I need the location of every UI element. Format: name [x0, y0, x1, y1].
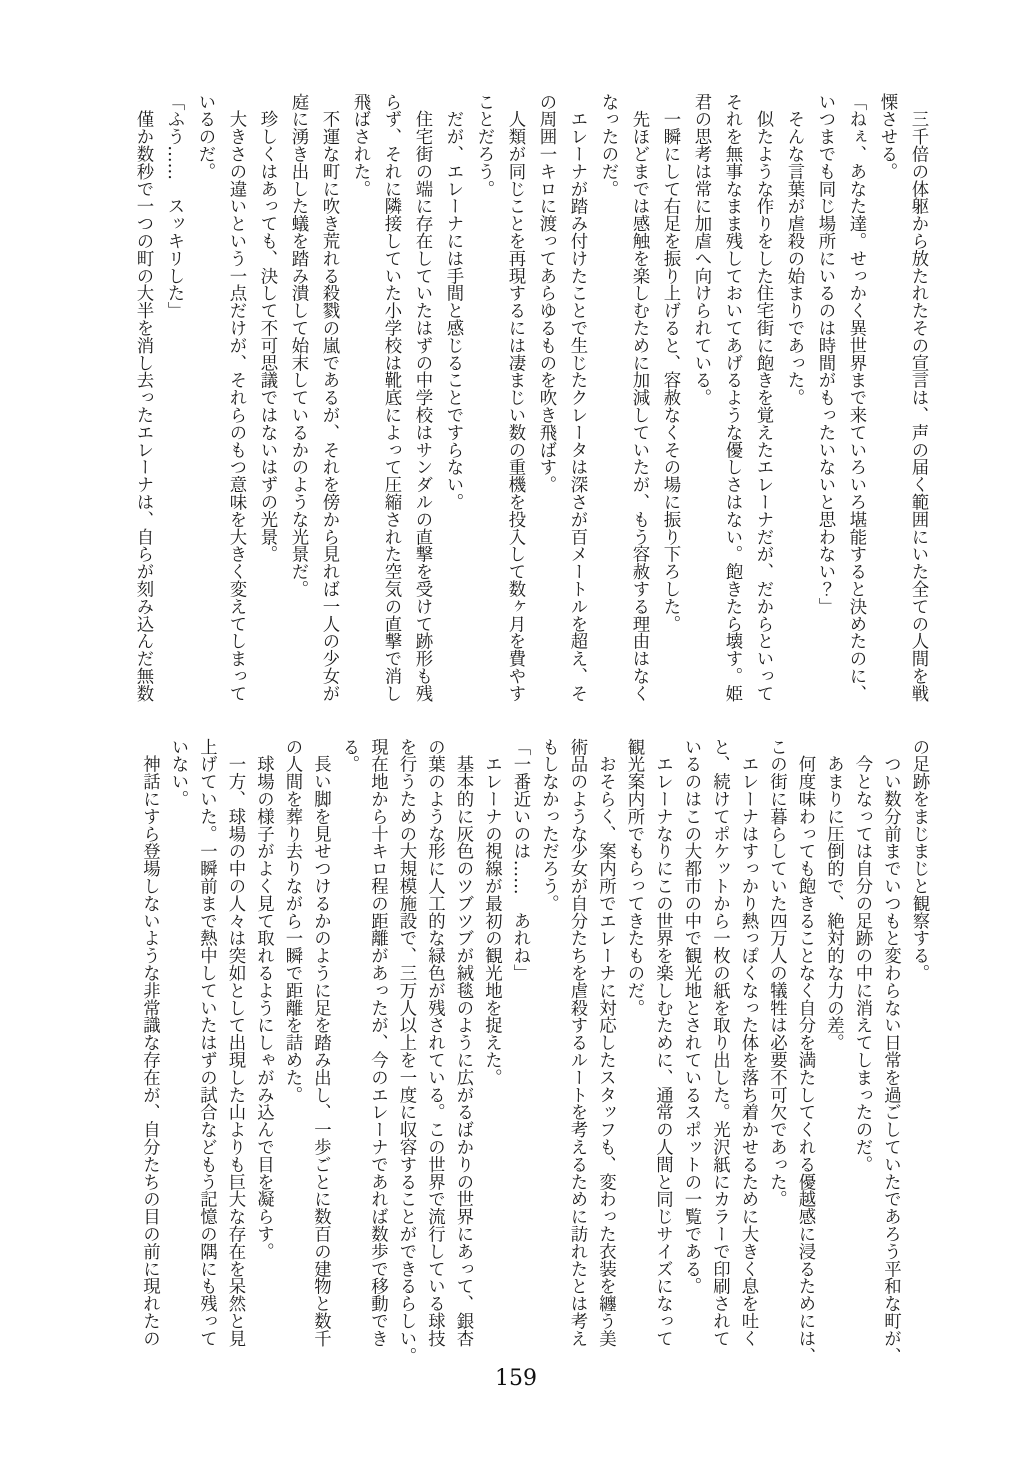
text-line: 観光案内所でもらってきたものだ。 — [624, 738, 644, 1017]
text-line: 珍しくはあっても、決して不可思議ではないはずの光景。 — [257, 93, 277, 563]
text-line: 似たような作りをした住宅街に飽きを覚えたエレーナだが、だからといって — [753, 93, 773, 702]
text-block-upper — [127, 93, 933, 705]
text-line: 術品のような少女が自分たちを虐殺するルートを考えるために訪れたとは考え — [567, 738, 587, 1347]
text-line: 人類が同じことを再現するには凄まじい数の重機を投入して数ヶ月を費やす — [505, 93, 525, 702]
text-line: そんな言葉が虐殺の始まりであった。 — [784, 93, 804, 407]
text-line: いない。 — [168, 738, 188, 808]
text-line: おそらく、案内所でエレーナに対応したスタッフも、変わった衣装を纏う美 — [595, 738, 616, 1347]
text-line: エレーナはすっかり熱っぽくなった体を落ち着かせるために大きく息を吐く — [738, 738, 758, 1347]
text-line: 今となっては自分の足跡の中に消えてしまったのだ。 — [852, 738, 872, 1173]
text-line: エレーナなりにこの世界を楽しむために、通常の人間と同じサイズになって — [652, 738, 673, 1347]
text-line: 一方、球場の中の人々は突如として出現した山よりも巨大な存在を呆然と見 — [225, 738, 245, 1347]
text-line: 僅か数秒で一つの町の大半を消し去ったエレーナは、自らが刻み込んだ無数 — [133, 93, 153, 702]
text-block-lower — [135, 738, 933, 1365]
text-line: それを無事なまま残しておいてあげるような優しさはない。飽きたら壊す。姫 — [722, 93, 742, 702]
text-line: なったのだ。 — [598, 93, 618, 198]
text-line: エレーナが踏み付けたことで生じたクレータは深さが百メートルを超え、そ — [567, 93, 587, 702]
text-line: 基本的に灰色のツブツブが絨毯のように広がるばかりの世界にあって、銀杏 — [453, 738, 473, 1347]
text-line: 君の思考は常に加虐へ向けられている。 — [691, 93, 711, 407]
text-line: 先ほどまでは感触を楽しむために加減していたが、もう容赦する理由はなく — [629, 93, 649, 702]
text-line: 飛ばされた。 — [350, 93, 370, 198]
text-line: つい数分前までいつもと変わらない日常を過ごしていたであろう平和な町が、 — [880, 738, 901, 1365]
text-line: 住宅街の端に存在していたはずの中学校はサンダルの直撃を受けて跡形も残 — [412, 93, 432, 702]
text-line: 「ねぇ、あなた達。せっかく異世界まで来ていろいろ堪能すると決めたのに、 — [846, 93, 866, 702]
text-line: と、続けてポケットから一枚の紙を取り出した。光沢紙にカラーで印刷されて — [709, 738, 730, 1347]
text-line: 球場の様子がよく見て取れるようにしゃがみ込んで目を凝らす。 — [253, 738, 274, 1260]
text-line: 「ふう…… スッキリした」 — [164, 93, 184, 320]
text-line: らず、それに隣接していた小学校は靴底によって圧縮された空気の直撃で消し — [381, 93, 401, 702]
text-line: の葉のような形に人工的な緑色が残されている。この世界で流行している球技 — [424, 738, 445, 1347]
text-line: る。 — [339, 738, 359, 773]
text-line: 神話にすら登場しないような非常識な存在が、自分たちの目の前に現れたの — [139, 738, 160, 1347]
text-line: この街に暮らしていた四万人の犠牲は必要不可欠であった。 — [766, 738, 787, 1208]
text-line: 「一番近いのは…… あれね」 — [510, 738, 530, 982]
page-number: 159 — [495, 1366, 537, 1391]
text-line: だが、エレーナには手間と感じることですらない。 — [443, 93, 463, 511]
text-line: の周囲一キロに渡ってあらゆるものを吹き飛ばす。 — [536, 93, 556, 494]
text-line: 大きさの違いという一点だけが、それらのもつ意味を大きく変えてしまって — [226, 93, 246, 702]
text-line: いるのはこの大都市の中で観光地とされているスポットの一覧である。 — [681, 738, 701, 1295]
text-line: の人間を葬り去りながら一瞬で距離を詰めた。 — [282, 738, 302, 1104]
text-line: いるのだ。 — [195, 93, 215, 180]
text-line: 長い脚を見せつけるかのように足を踏み出し、一歩ごとに数百の建物と数千 — [310, 738, 331, 1347]
text-line: を行うための大規模施設で、三万人以上を一度に収容することができるらしい。 — [396, 738, 416, 1365]
text-line: 庭に湧き出した蟻を踏み潰して始末しているかのような光景だ。 — [288, 93, 308, 598]
text-line: エレーナの視線が最初の観光地を捉えた。 — [481, 738, 502, 1086]
text-line: の足跡をまじまじと観察する。 — [909, 738, 929, 982]
text-line: 何度味わっても飽きることなく自分を満たしてくれる優越感に浸るためには、 — [795, 738, 815, 1365]
text-line: あまりに圧倒的で、絶対的な力の差。 — [823, 738, 844, 1052]
text-line: もしなかっただろう。 — [538, 738, 559, 912]
text-line: いつまでも同じ場所にいるのは時間がもったいないと思わない？」 — [815, 93, 835, 615]
text-line: 現在地から十キロ程の距離があったが、今のエレーナであれば数歩で移動でき — [367, 738, 388, 1347]
text-line: 上げていた。一瞬前まで熱中していたはずの試合などもう記憶の隅にも残って — [196, 738, 217, 1347]
text-line: 三千倍の体躯から放たれたその宣言は、声の届く範囲にいた全ての人間を戦 — [908, 93, 928, 702]
text-line: 一瞬にして右足を振り上げると、容赦なくその場に振り下ろした。 — [660, 93, 680, 633]
text-line: 不運な町に吹き荒れる殺戮の嵐であるが、それを傍から見れば一人の少女が — [319, 93, 339, 702]
text-line: 慄させる。 — [877, 93, 897, 180]
text-line: ことだろう。 — [474, 93, 494, 198]
